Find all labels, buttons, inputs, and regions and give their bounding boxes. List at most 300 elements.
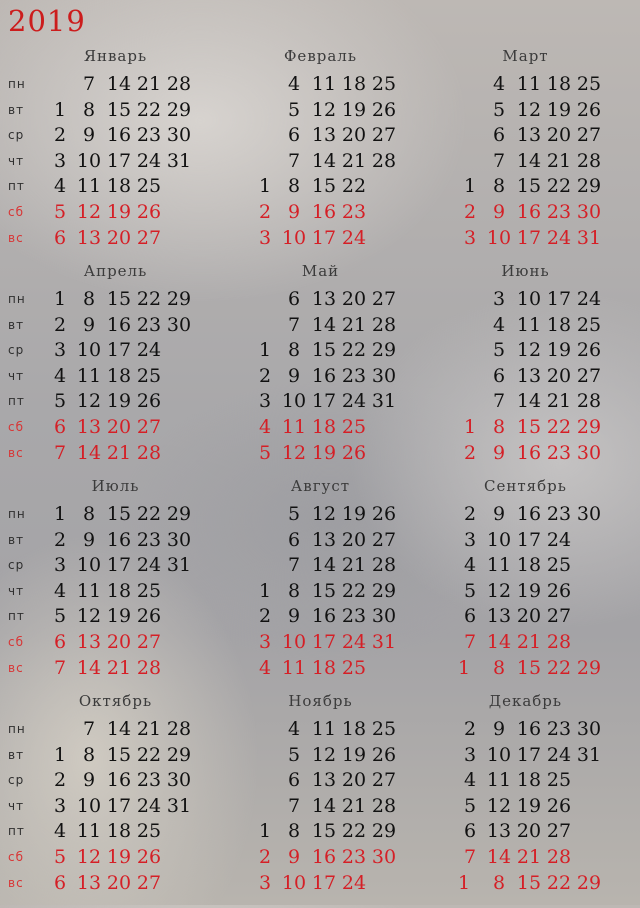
day-number: 5 xyxy=(492,98,506,121)
day-number: 12 xyxy=(516,339,542,362)
week-row xyxy=(8,795,223,820)
week-row xyxy=(213,73,428,98)
week-row xyxy=(418,846,633,871)
day-number: 29 xyxy=(371,820,397,843)
day-number: 22 xyxy=(546,871,572,894)
month-block xyxy=(213,47,428,263)
day-number: 19 xyxy=(546,98,572,121)
day-number: 29 xyxy=(576,871,602,894)
weekday-label: ср xyxy=(8,128,25,143)
month-block xyxy=(213,262,428,478)
day-number: 26 xyxy=(136,605,162,628)
weekday-label: сб xyxy=(8,635,24,649)
day-number: 30 xyxy=(576,503,602,525)
day-number: 25 xyxy=(576,313,602,336)
day-number: 11 xyxy=(311,718,337,740)
day-number: 13 xyxy=(486,605,512,628)
day-number: 10 xyxy=(281,390,307,413)
day-number: 19 xyxy=(546,339,572,362)
day-number: 2 xyxy=(53,313,67,336)
day-number: 8 xyxy=(82,503,96,525)
day-number: 19 xyxy=(106,201,132,223)
day-number: 14 xyxy=(76,656,102,679)
week-row xyxy=(418,442,633,467)
day-number: 29 xyxy=(166,288,192,310)
day-number: 20 xyxy=(341,124,367,147)
day-number: 1 xyxy=(457,871,471,894)
day-number: 11 xyxy=(281,656,307,679)
day-number: 25 xyxy=(136,364,162,387)
day-number: 27 xyxy=(371,288,397,310)
day-number: 22 xyxy=(341,175,367,198)
day-number: 4 xyxy=(463,554,477,577)
month-block xyxy=(418,692,633,908)
week-row xyxy=(8,631,223,656)
day-number: 18 xyxy=(311,656,337,679)
day-number: 16 xyxy=(106,124,132,147)
week-row xyxy=(8,657,223,682)
day-number: 16 xyxy=(106,769,132,792)
day-number: 18 xyxy=(106,364,132,387)
week-row xyxy=(213,657,428,682)
weekday-label: вт xyxy=(8,747,25,762)
week-row xyxy=(213,580,428,605)
week-row xyxy=(8,150,223,175)
day-number: 7 xyxy=(82,73,96,95)
day-number: 4 xyxy=(287,718,301,740)
day-number: 25 xyxy=(371,718,397,740)
day-number: 8 xyxy=(82,288,96,310)
day-number: 27 xyxy=(576,364,602,387)
week-row xyxy=(8,820,223,845)
week-row xyxy=(8,846,223,871)
week-row xyxy=(418,718,633,743)
day-number: 22 xyxy=(546,175,572,198)
day-number: 27 xyxy=(136,226,162,249)
weekday-label: чт xyxy=(8,153,25,168)
day-number: 4 xyxy=(287,73,301,95)
day-number: 15 xyxy=(516,871,542,894)
day-number: 27 xyxy=(546,605,572,628)
day-number: 31 xyxy=(166,149,192,172)
week-row xyxy=(8,718,223,743)
day-number: 31 xyxy=(576,743,602,766)
day-number: 16 xyxy=(106,528,132,551)
week-row xyxy=(418,744,633,769)
day-number: 18 xyxy=(516,554,542,577)
day-number: 22 xyxy=(136,503,162,525)
day-number: 26 xyxy=(341,441,367,464)
day-number: 20 xyxy=(341,769,367,792)
day-number: 28 xyxy=(136,441,162,464)
day-number: 9 xyxy=(492,201,506,223)
day-number: 21 xyxy=(136,73,162,95)
day-number: 20 xyxy=(341,288,367,310)
week-row xyxy=(8,872,223,897)
day-number: 1 xyxy=(258,175,272,198)
week-row xyxy=(418,503,633,528)
day-number: 10 xyxy=(281,871,307,894)
day-number: 30 xyxy=(371,605,397,628)
week-row xyxy=(418,605,633,630)
day-number: 22 xyxy=(341,820,367,843)
day-number: 30 xyxy=(371,364,397,387)
day-number: 10 xyxy=(76,339,102,362)
weekday-label: пт xyxy=(8,394,25,409)
day-number: 14 xyxy=(311,313,337,336)
day-number: 21 xyxy=(106,441,132,464)
day-number: 15 xyxy=(106,743,132,766)
day-number: 29 xyxy=(576,175,602,198)
day-number: 3 xyxy=(53,149,67,172)
month-name: Ноябрь xyxy=(288,692,353,710)
week-row xyxy=(418,769,633,794)
weekday-label: чт xyxy=(8,583,25,598)
day-number: 20 xyxy=(106,226,132,249)
day-number: 14 xyxy=(311,149,337,172)
week-row xyxy=(213,554,428,579)
day-number: 30 xyxy=(576,441,602,464)
day-number: 26 xyxy=(576,98,602,121)
day-number: 8 xyxy=(492,175,506,198)
day-number: 5 xyxy=(53,390,67,413)
week-row xyxy=(8,605,223,630)
weekday-label: сб xyxy=(8,850,24,864)
day-number: 1 xyxy=(258,579,272,602)
weekday-label: пн xyxy=(8,507,26,521)
day-number: 15 xyxy=(516,656,542,679)
week-row xyxy=(8,288,223,313)
weekday-label: чт xyxy=(8,798,25,813)
week-row xyxy=(418,390,633,415)
day-number: 20 xyxy=(546,364,572,387)
week-row xyxy=(213,872,428,897)
week-row xyxy=(418,580,633,605)
day-number: 1 xyxy=(53,98,67,121)
day-number: 24 xyxy=(341,390,367,413)
day-number: 6 xyxy=(53,226,67,249)
day-number: 25 xyxy=(546,769,572,792)
day-number: 24 xyxy=(341,631,367,653)
day-number: 12 xyxy=(76,605,102,628)
day-number: 23 xyxy=(136,769,162,792)
day-number: 28 xyxy=(371,149,397,172)
day-number: 22 xyxy=(341,339,367,362)
day-number: 11 xyxy=(486,554,512,577)
week-row xyxy=(418,314,633,339)
day-number: 30 xyxy=(166,769,192,792)
week-row xyxy=(418,657,633,682)
day-number: 31 xyxy=(166,554,192,577)
day-number: 11 xyxy=(76,364,102,387)
week-row xyxy=(418,339,633,364)
day-number: 17 xyxy=(311,226,337,249)
day-number: 28 xyxy=(136,656,162,679)
month-name: Октябрь xyxy=(78,692,153,710)
day-number: 1 xyxy=(53,503,67,525)
day-number: 4 xyxy=(492,313,506,336)
day-number: 19 xyxy=(311,441,337,464)
day-number: 7 xyxy=(463,631,477,653)
day-number: 14 xyxy=(516,149,542,172)
day-number: 15 xyxy=(311,579,337,602)
day-number: 15 xyxy=(311,820,337,843)
week-row xyxy=(8,314,223,339)
day-number: 26 xyxy=(136,390,162,413)
day-number: 1 xyxy=(258,339,272,362)
day-number: 19 xyxy=(516,579,542,602)
month-name: Декабрь xyxy=(488,692,563,710)
week-row xyxy=(418,73,633,98)
day-number: 12 xyxy=(486,579,512,602)
day-number: 14 xyxy=(311,794,337,817)
day-number: 6 xyxy=(287,288,301,310)
day-number: 8 xyxy=(287,339,301,362)
weekday-label: пт xyxy=(8,824,25,839)
month-name: Апрель xyxy=(83,262,148,280)
day-number: 6 xyxy=(492,124,506,147)
day-number: 16 xyxy=(106,313,132,336)
month-name: Июль xyxy=(91,477,140,495)
day-number: 7 xyxy=(287,794,301,817)
day-number: 9 xyxy=(287,201,301,223)
day-number: 7 xyxy=(287,554,301,577)
week-row xyxy=(8,744,223,769)
day-number: 6 xyxy=(287,769,301,792)
day-number: 28 xyxy=(371,794,397,817)
week-row xyxy=(213,820,428,845)
day-number: 24 xyxy=(546,743,572,766)
day-number: 17 xyxy=(516,226,542,249)
month-block xyxy=(418,477,633,693)
day-number: 5 xyxy=(53,201,67,223)
day-number: 9 xyxy=(82,124,96,147)
day-number: 4 xyxy=(53,820,67,843)
day-number: 21 xyxy=(341,554,367,577)
month-name: Июнь xyxy=(501,262,550,280)
day-number: 23 xyxy=(136,124,162,147)
day-number: 21 xyxy=(106,656,132,679)
day-number: 15 xyxy=(106,98,132,121)
day-number: 30 xyxy=(576,201,602,223)
day-number: 7 xyxy=(82,718,96,740)
month-name: Май xyxy=(301,262,340,280)
day-number: 17 xyxy=(106,149,132,172)
day-number: 3 xyxy=(53,794,67,817)
day-number: 9 xyxy=(82,769,96,792)
week-row xyxy=(8,390,223,415)
day-number: 27 xyxy=(371,769,397,792)
day-number: 18 xyxy=(311,416,337,438)
day-number: 22 xyxy=(546,416,572,438)
day-number: 10 xyxy=(281,631,307,653)
week-row xyxy=(213,390,428,415)
day-number: 14 xyxy=(76,441,102,464)
day-number: 24 xyxy=(546,528,572,551)
day-number: 14 xyxy=(516,390,542,413)
day-number: 24 xyxy=(136,554,162,577)
day-number: 13 xyxy=(311,124,337,147)
day-number: 13 xyxy=(311,769,337,792)
day-number: 13 xyxy=(76,416,102,438)
day-number: 3 xyxy=(53,339,67,362)
day-number: 25 xyxy=(136,175,162,198)
week-row xyxy=(8,503,223,528)
day-number: 9 xyxy=(492,718,506,740)
day-number: 1 xyxy=(463,416,477,438)
day-number: 13 xyxy=(76,226,102,249)
weekday-label: вс xyxy=(8,445,24,460)
week-row xyxy=(418,124,633,149)
day-number: 22 xyxy=(546,656,572,679)
day-number: 2 xyxy=(463,718,477,740)
day-number: 27 xyxy=(371,124,397,147)
week-row xyxy=(418,99,633,124)
day-number: 10 xyxy=(76,794,102,817)
day-number: 28 xyxy=(371,313,397,336)
day-number: 16 xyxy=(516,441,542,464)
day-number: 11 xyxy=(516,73,542,95)
day-number: 20 xyxy=(106,631,132,653)
week-row xyxy=(213,795,428,820)
day-number: 17 xyxy=(106,554,132,577)
day-number: 12 xyxy=(76,201,102,223)
weekday-label: пт xyxy=(8,179,25,194)
day-number: 24 xyxy=(341,226,367,249)
month-name: Март xyxy=(502,47,549,65)
day-number: 3 xyxy=(258,390,272,413)
day-number: 2 xyxy=(53,769,67,792)
day-number: 2 xyxy=(53,124,67,147)
weekday-label: пн xyxy=(8,292,26,306)
day-number: 9 xyxy=(492,441,506,464)
day-number: 23 xyxy=(546,441,572,464)
week-row xyxy=(213,718,428,743)
day-number: 17 xyxy=(311,631,337,653)
day-number: 8 xyxy=(287,175,301,198)
day-number: 15 xyxy=(311,175,337,198)
day-number: 23 xyxy=(341,846,367,868)
week-row xyxy=(8,580,223,605)
day-number: 16 xyxy=(311,364,337,387)
day-number: 13 xyxy=(76,871,102,894)
day-number: 12 xyxy=(516,98,542,121)
day-number: 23 xyxy=(546,201,572,223)
day-number: 7 xyxy=(492,149,506,172)
day-number: 26 xyxy=(371,98,397,121)
week-row xyxy=(418,554,633,579)
day-number: 16 xyxy=(311,201,337,223)
day-number: 31 xyxy=(371,390,397,413)
day-number: 9 xyxy=(82,313,96,336)
day-number: 21 xyxy=(341,149,367,172)
day-number: 26 xyxy=(136,846,162,868)
day-number: 17 xyxy=(106,794,132,817)
day-number: 15 xyxy=(516,416,542,438)
day-number: 19 xyxy=(106,846,132,868)
month-block xyxy=(418,47,633,263)
day-number: 22 xyxy=(136,98,162,121)
day-number: 25 xyxy=(341,416,367,438)
day-number: 11 xyxy=(76,820,102,843)
day-number: 12 xyxy=(311,503,337,525)
day-number: 5 xyxy=(287,743,301,766)
day-number: 11 xyxy=(486,769,512,792)
day-number: 17 xyxy=(106,339,132,362)
day-number: 29 xyxy=(576,416,602,438)
day-number: 24 xyxy=(136,149,162,172)
day-number: 9 xyxy=(492,503,506,525)
day-number: 11 xyxy=(516,313,542,336)
day-number: 24 xyxy=(341,871,367,894)
week-row xyxy=(213,442,428,467)
week-row xyxy=(213,416,428,441)
day-number: 5 xyxy=(287,503,301,525)
day-number: 24 xyxy=(136,794,162,817)
weekday-label: чт xyxy=(8,368,25,383)
month-block xyxy=(213,692,428,908)
day-number: 10 xyxy=(486,743,512,766)
week-row xyxy=(418,365,633,390)
day-number: 3 xyxy=(258,631,272,653)
week-row xyxy=(8,201,223,226)
day-number: 2 xyxy=(463,201,477,223)
month-block xyxy=(8,47,223,263)
day-number: 24 xyxy=(546,226,572,249)
day-number: 11 xyxy=(311,73,337,95)
week-row xyxy=(213,339,428,364)
week-row xyxy=(213,846,428,871)
day-number: 4 xyxy=(53,579,67,602)
day-number: 10 xyxy=(486,528,512,551)
day-number: 13 xyxy=(516,124,542,147)
day-number: 4 xyxy=(258,656,272,679)
day-number: 3 xyxy=(463,528,477,551)
day-number: 18 xyxy=(106,820,132,843)
day-number: 7 xyxy=(463,846,477,868)
week-row xyxy=(418,175,633,200)
day-number: 19 xyxy=(516,794,542,817)
day-number: 28 xyxy=(166,73,192,95)
day-number: 2 xyxy=(258,201,272,223)
week-row xyxy=(8,227,223,252)
day-number: 25 xyxy=(341,656,367,679)
day-number: 20 xyxy=(106,871,132,894)
day-number: 2 xyxy=(258,364,272,387)
day-number: 29 xyxy=(576,656,602,679)
month-block xyxy=(418,262,633,478)
day-number: 31 xyxy=(576,226,602,249)
week-row xyxy=(213,529,428,554)
day-number: 30 xyxy=(166,313,192,336)
day-number: 21 xyxy=(546,149,572,172)
week-row xyxy=(8,529,223,554)
day-number: 21 xyxy=(341,313,367,336)
day-number: 18 xyxy=(341,73,367,95)
day-number: 27 xyxy=(576,124,602,147)
day-number: 3 xyxy=(463,226,477,249)
day-number: 29 xyxy=(166,98,192,121)
weekday-label: ср xyxy=(8,343,25,358)
day-number: 9 xyxy=(287,364,301,387)
day-number: 23 xyxy=(546,503,572,525)
week-row xyxy=(213,365,428,390)
day-number: 13 xyxy=(486,820,512,843)
day-number: 22 xyxy=(136,743,162,766)
week-row xyxy=(8,339,223,364)
weekday-label: вт xyxy=(8,317,25,332)
day-number: 16 xyxy=(516,718,542,740)
